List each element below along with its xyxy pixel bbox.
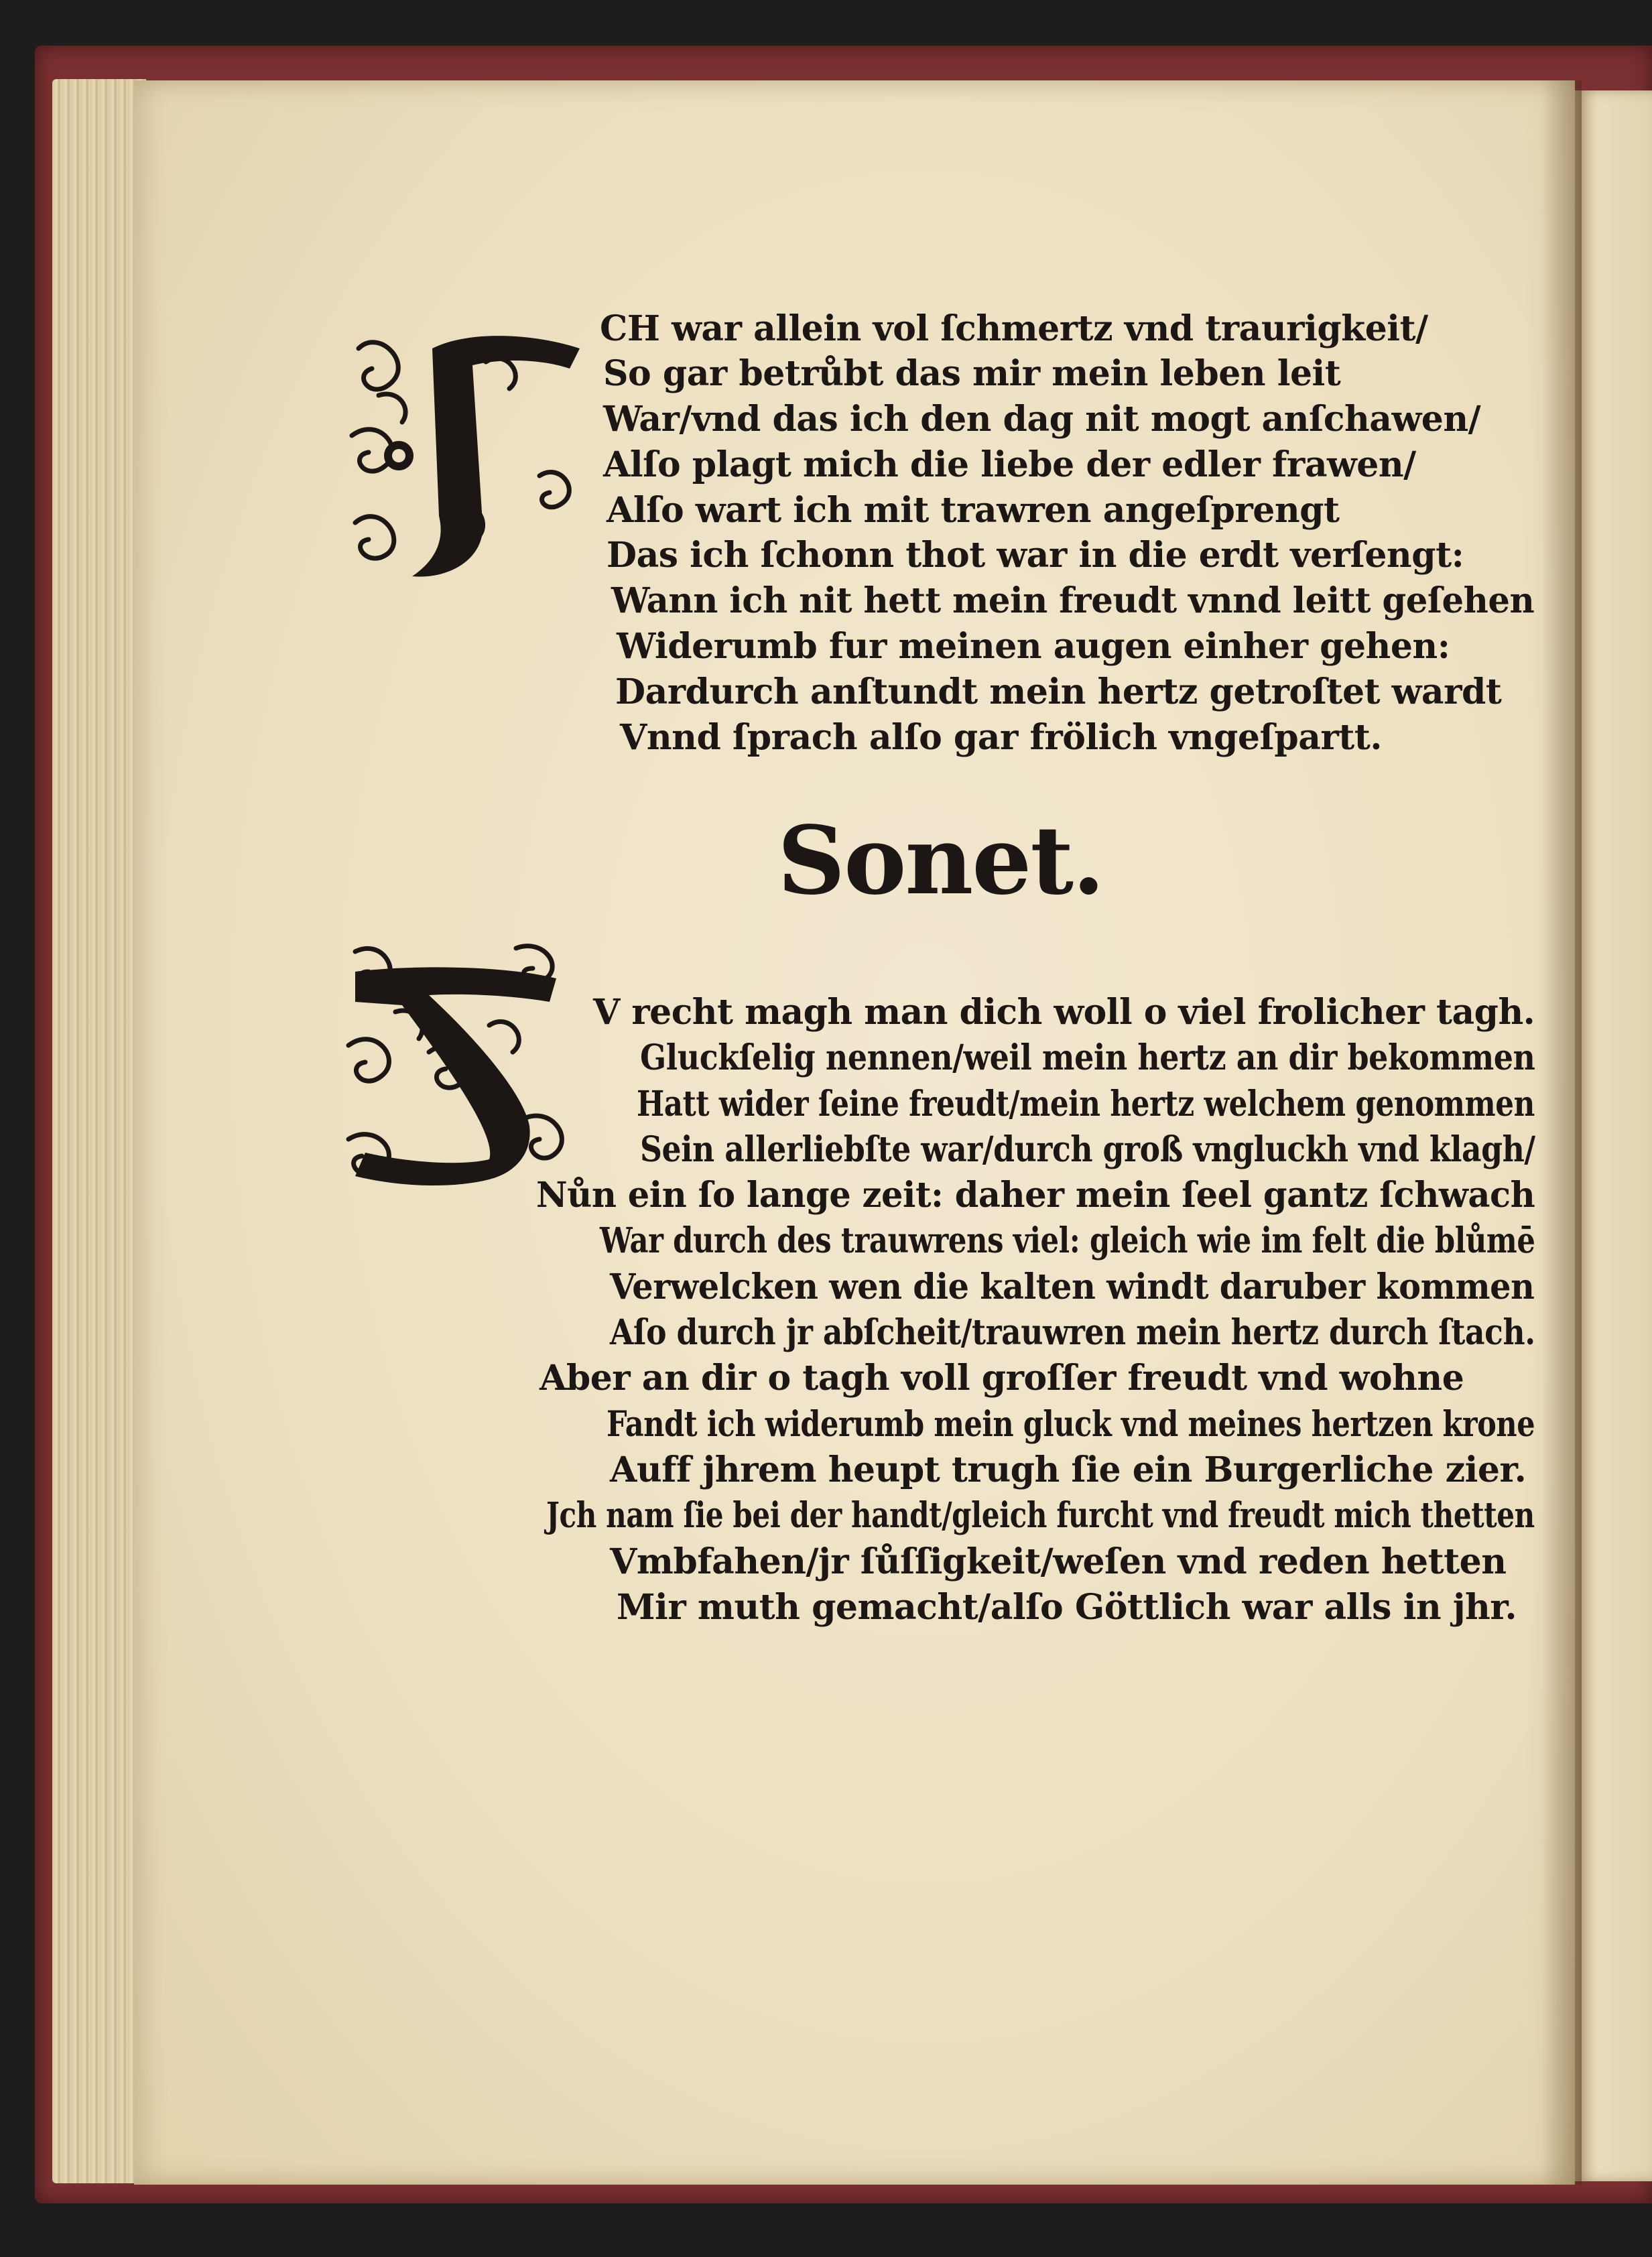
stanza1-line: Alſo wart ich mit trawren angeſprengt bbox=[607, 490, 1340, 531]
sonnet-title: Sonet. bbox=[777, 806, 1104, 916]
stanza1-line: Widerumb fur meinen augen einher gehen: bbox=[617, 626, 1450, 667]
sonnet-line: War durch des trauwrens viel: gleich wie im felt die blůmē bbox=[600, 1220, 1535, 1261]
sonnet-line: Aſo durch jr abſcheit/trauwren mein hertz durch ſtach. bbox=[610, 1312, 1535, 1353]
stanza1-line: Vnnd ſprach alſo gar frölich vngeſpartt. bbox=[620, 717, 1382, 758]
stanza1-line: CH war allein vol ſchmertz vnd traurigkeit/ bbox=[600, 308, 1428, 349]
stanza1-line: War/vnd das ich den dag nit mogt anſchawen/ bbox=[603, 399, 1481, 440]
stanza1-line: Das ich ſchonn thot war in die erdt verſengt: bbox=[607, 535, 1464, 576]
sonnet-line: Fandt ich widerumb mein gluck vnd meines hertzen krone bbox=[607, 1404, 1535, 1445]
stanza1-line: Alſo plagt mich die liebe der edler frawen/ bbox=[603, 444, 1416, 485]
stanza1-line: So gar betrůbt das mir mein leben leit bbox=[603, 353, 1341, 394]
sonnet-line: Gluckſelig nennen/weil mein hertz an dir bekommen bbox=[640, 1037, 1535, 1078]
gutter-shadow bbox=[1541, 80, 1582, 2185]
sonnet-line: Verwelcken wen die kalten windt daruber kommen bbox=[610, 1267, 1535, 1307]
sonnet-line: Aber an dir o tagh voll groſſer freudt vnd wohne bbox=[539, 1358, 1464, 1399]
sonnet-line: Mir muth gemacht/alſo Göttlich war alls in jhr. bbox=[617, 1587, 1517, 1628]
sonnet-line: Vmbfahen/jr ſůſſigkeit/weſen vnd reden hetten bbox=[610, 1541, 1507, 1582]
sonnet-line: V recht magh man dich woll o viel frolicher tagh. bbox=[593, 992, 1535, 1033]
sonnet-line: Hatt wider ſeine freudt/mein hertz welchem genommen bbox=[637, 1084, 1535, 1124]
page-edges bbox=[52, 79, 146, 2183]
decorated-initial-i bbox=[338, 322, 593, 586]
stanza1-line: Wann ich nit hett mein freudt vnnd leitt geſehen bbox=[611, 580, 1535, 621]
facing-page-edge bbox=[1575, 90, 1652, 2181]
sonnet-line: Sein allerliebſte war/durch groß vngluckh vnd klagh/ bbox=[640, 1129, 1535, 1170]
decorated-initial-z bbox=[328, 938, 586, 1200]
sonnet-line: Jch nam ſie bei der handt/gleich furcht vnd freudt mich thetten bbox=[546, 1495, 1535, 1536]
sonnet-line: Nůn ein ſo lange zeit: daher mein ſeel gantz ſchwach bbox=[536, 1175, 1535, 1216]
stanza1-line: Dardurch anſtundt mein hertz getroſtet wardt bbox=[615, 671, 1502, 712]
sonnet-line: Auff jhrem heupt trugh ſie ein Burgerliche zier. bbox=[610, 1449, 1527, 1490]
